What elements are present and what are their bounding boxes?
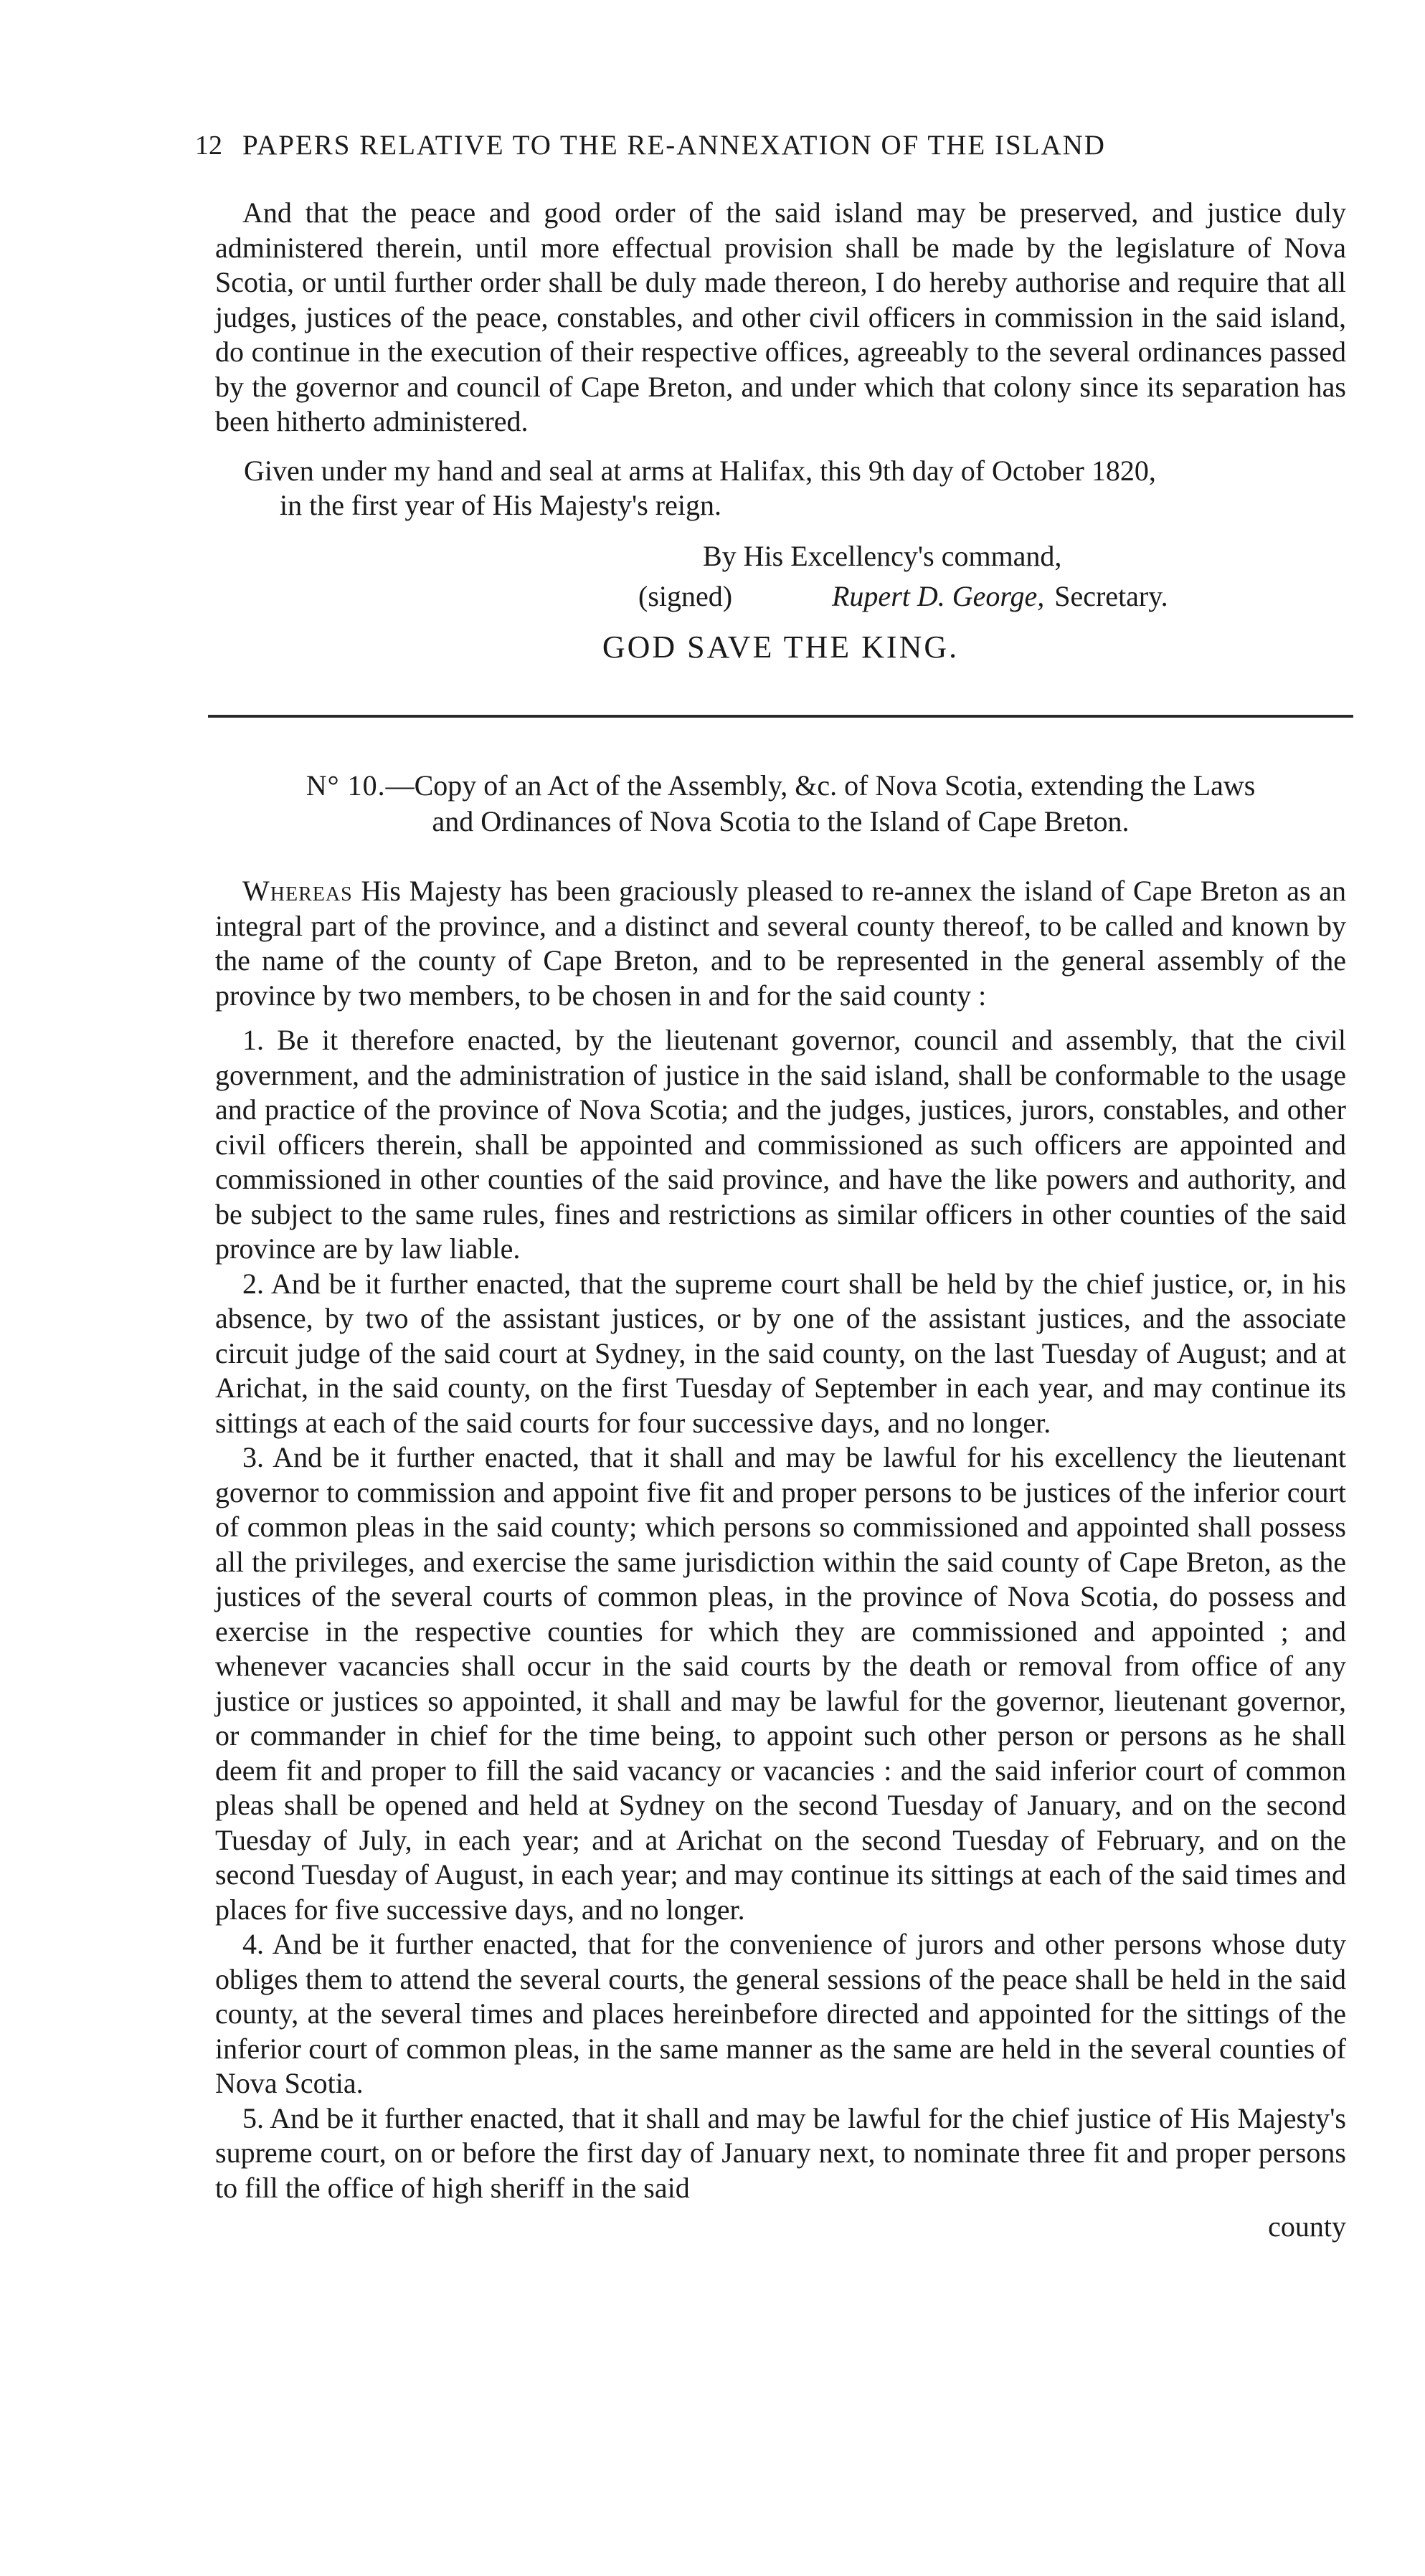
section-divider: [208, 715, 1353, 718]
section-5: 5. And be it further enacted, that it shall and may be lawful for the chief justice of His Majesty's supreme court, on or before the first day of January next, to nominate three fit and proper persons to fill the office of high sheriff in the said: [215, 2101, 1346, 2204]
page-body: [215, 196, 1346, 2245]
catchword: county: [1268, 2210, 1346, 2243]
given-under-hand: [215, 454, 1346, 523]
section-2: 2. And be it further enacted, that the supreme court shall be held by the chief justice, or, in his absence, by two of the assistant justices, or by one of the assistant justices, and the associate circuit judge of the said court at Sydney, in the said county, on the last Tuesday of August; and at Arichat, in the said county, on the first Tuesday of September in each year, and may continue its sittings at each of the said courts for four successive days, and no longer.: [215, 1267, 1346, 1439]
preamble-text: His Majesty has been graciously pleased to re-annex the island of Cape Breton as an integral part of the province, and a distinct and several county thereof, to be called and known by the name of the county of Cape Breton, and to be represented in the general assembly of the province by two members, to be chosen in and for the said county :: [215, 875, 1347, 1012]
act-number: N° 10.: [306, 769, 386, 802]
page-number: 12: [195, 130, 222, 161]
signature-line: [215, 579, 1346, 614]
section-4: 4. And be it further enacted, that for the convenience of jurors and other persons whose duty obliges them to attend the several courts, the general sessions of the peace shall be held in the said county, at the several times and places hereinbefore directed and appointed for the sittings of the inferior court of common pleas, in the same manner as the same are held in the several counties of Nova Scotia.: [215, 1928, 1346, 2099]
act-preamble: [215, 874, 1346, 1013]
god-save-the-king: GOD SAVE THE KING.: [602, 629, 960, 665]
given-line-1: Given under my hand and seal at arms at Halifax, this 9th day of October 1820,: [244, 454, 1156, 487]
running-head: [195, 129, 1346, 161]
whereas-word: Whereas: [242, 875, 353, 907]
by-command-line: By His Excellency's command,: [703, 539, 1062, 572]
act-heading: [215, 768, 1346, 840]
secretary-title: Secretary.: [1054, 580, 1168, 612]
signed-label: (signed): [638, 580, 733, 612]
given-line-2: in the first year of His Majesty's reign.: [280, 489, 721, 521]
act-heading-line-2: and Ordinances of Nova Scotia to the Island of Cape Breton.: [432, 805, 1130, 837]
secretary-name: Rupert D. George,: [832, 580, 1045, 612]
section-3: 3. And be it further enacted, that it shall and may be lawful for his excellency the lieutenant governor to commission and appoint five fit and proper persons to be justices of the inferior court of common pleas in the said county; which persons so commissioned and appointed shall possess all the privileges, and exercise the same jurisdiction within the said county of Cape Breton, as the justices of the several courts of common pleas, in the province of Nova Scotia, do possess and exercise in the respective counties for which they are commissioned and appointed ; and whenever vacancies shall occur in the said courts by the death or removal from office of any justice or justices so appointed, it shall and may be lawful for the governor, lieutenant governor, or commander in chief for the time being, to appoint such other person or persons as he shall deem fit and proper to fill the said vacancy or vacancies : and the said inferior court of common pleas shall be opened and held at Sydney on the second Tuesday of January, and on the second Tuesday of July, in each year; and at Arichat on the second Tuesday of February, and on the second Tuesday of August, in each year; and may continue its sittings at each of the said times and places for five successive days, and no longer.: [215, 1441, 1346, 1926]
proclamation-paragraph: And that the peace and good order of the said island may be preserved, and justice duly administered therein, until more effectual provision shall be made by the legislature of Nova Scotia, or until further order shall be duly made thereon, I do hereby authorise and require that all judges, justices of the peace, constables, and other civil officers in commission in the said island, do continue in the execution of their respective offices, agreeably to the several ordinances passed by the governor and council of Cape Breton, and under which that colony since its separation has been hitherto administered.: [215, 196, 1346, 437]
section-1: 1. Be it therefore enacted, by the lieutenant governor, council and assembly, that the civil government, and the administration of justice in the said island, shall be conformable to the usage and practice of the province of Nova Scotia; and the judges, justices, jurors, constables, and other civil officers therein, shall be appointed and commissioned as such officers are appointed and commissioned in other counties of the said province, and have the like powers and authority, and be subject to the same rules, fines and restrictions as similar officers in other counties of the said province are by law liable.: [215, 1024, 1346, 1265]
act-heading-line-1: —Copy of an Act of the Assembly, &c. of Nova Scotia, extending the Laws: [385, 769, 1256, 802]
running-head-title: PAPERS RELATIVE TO THE RE-ANNEXATION OF THE ISLAND: [242, 130, 1106, 161]
